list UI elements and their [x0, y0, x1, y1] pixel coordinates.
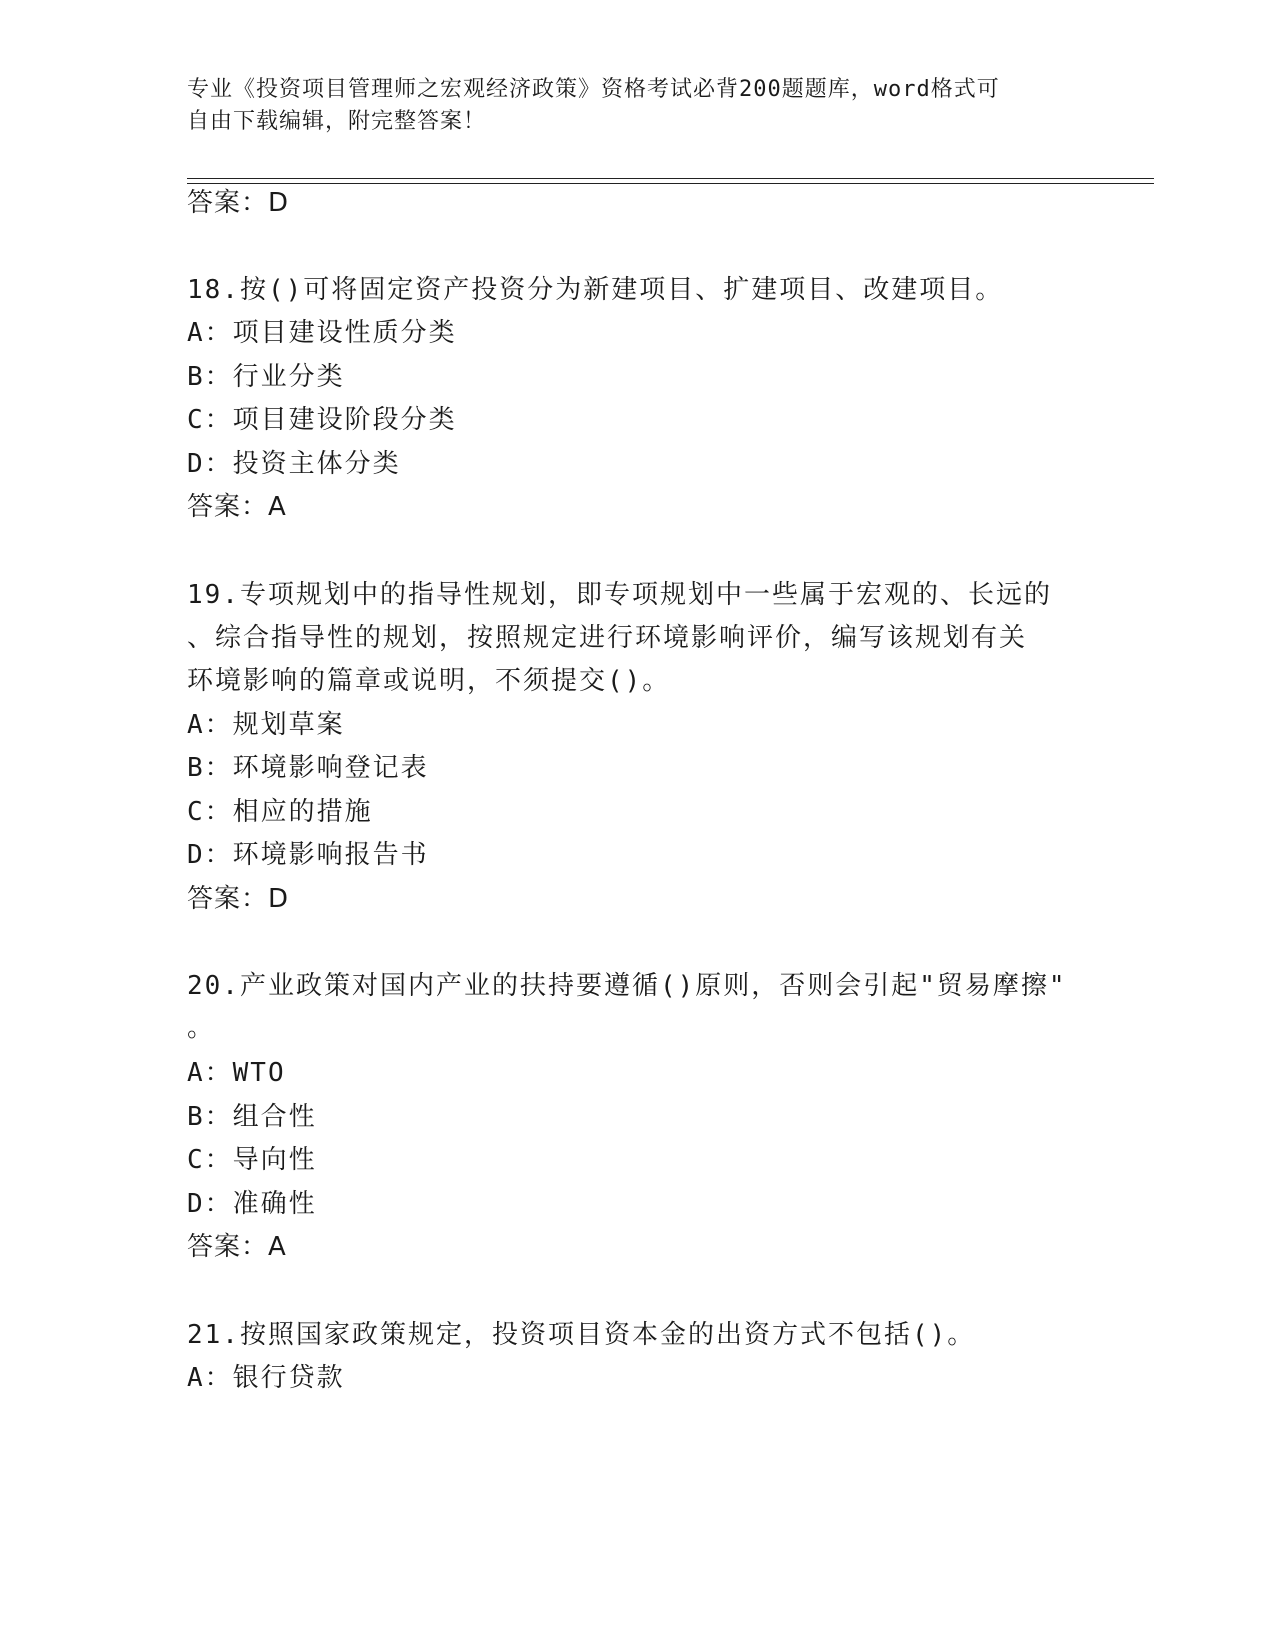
question-20-option-d: D：准确性 [187, 1189, 317, 1219]
header-divider-bottom [187, 183, 1154, 184]
header-line-2: 自由下载编辑，附完整答案！ [187, 109, 487, 134]
question-19-option-a: A：规划草案 [187, 710, 345, 740]
question-20-option-a: A：WTO [187, 1058, 286, 1088]
question-20-option-b: B：组合性 [187, 1102, 317, 1132]
question-21-stem: 21.按照国家政策规定，投资项目资本金的出资方式不包括()。 [187, 1320, 976, 1350]
question-19-option-b: B：环境影响登记表 [187, 753, 429, 783]
question-18-option-a: A：项目建设性质分类 [187, 318, 457, 348]
question-18-option-d: D：投资主体分类 [187, 449, 401, 479]
question-18-option-b: B：行业分类 [187, 362, 345, 392]
question-19-answer: 答案：D [187, 884, 290, 914]
previous-answer: 答案：D [187, 188, 290, 218]
question-18-answer: 答案：A [187, 492, 287, 522]
question-19-stem-line-2: 、综合指导性的规划，按照规定进行环境影响评价，编写该规划有关 [187, 623, 1028, 653]
question-19-stem-line-3: 环境影响的篇章或说明，不须提交()。 [187, 666, 671, 696]
question-19-stem-line-1: 19.专项规划中的指导性规划，即专项规划中一些属于宏观的、长远的 [187, 580, 1052, 610]
question-18-stem: 18.按()可将固定资产投资分为新建项目、扩建项目、改建项目。 [187, 275, 1004, 305]
question-19-option-d: D：环境影响报告书 [187, 840, 429, 870]
question-21-option-a: A：银行贷款 [187, 1363, 345, 1393]
question-20-stem-line-2: 。 [187, 1013, 216, 1043]
question-20-stem-line-1: 20.产业政策对国内产业的扶持要遵循()原则，否则会引起"贸易摩擦" [187, 971, 1067, 1001]
document-header [187, 74, 1067, 138]
header-divider-top [187, 178, 1154, 179]
question-20-answer: 答案：A [187, 1232, 287, 1262]
header-line-1: 专业《投资项目管理师之宏观经济政策》资格考试必背200题题库，word格式可 [187, 77, 1000, 102]
question-19-option-c: C：相应的措施 [187, 797, 373, 827]
question-18-option-c: C：项目建设阶段分类 [187, 405, 457, 435]
question-20-option-c: C：导向性 [187, 1145, 317, 1175]
